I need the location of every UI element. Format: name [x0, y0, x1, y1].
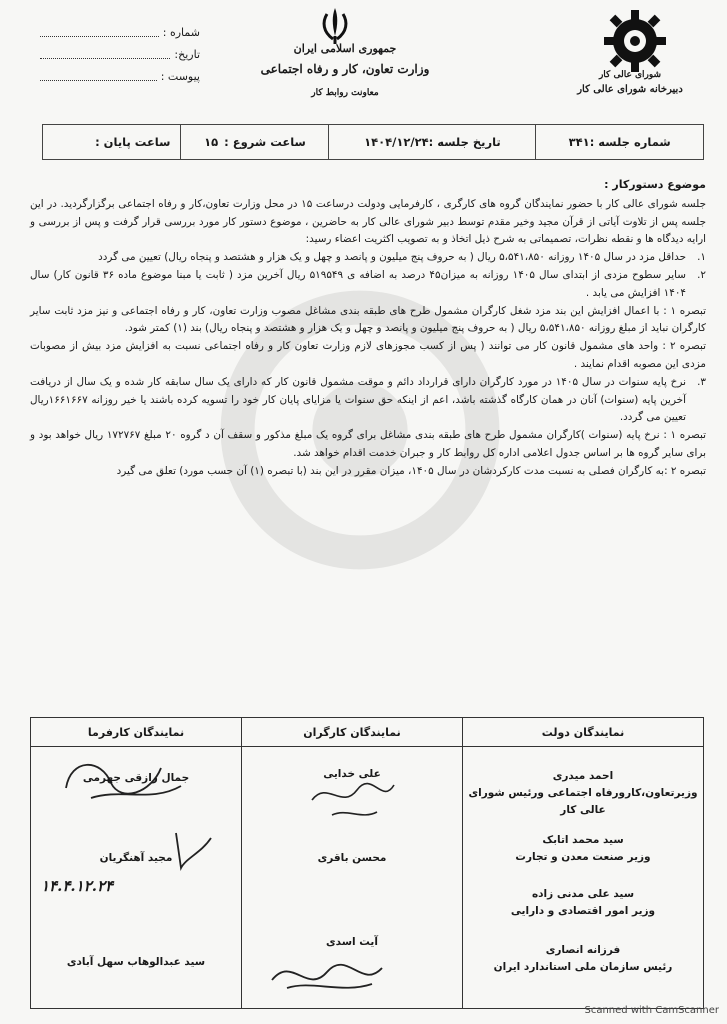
- document-meta: [40, 22, 200, 88]
- gov-signer-3-role: وزیر امور اقتصادی و دارایی: [510, 905, 656, 917]
- resolution-2-text: سایر سطوح مزدی از ابتدای سال ۱۴۰۵ روزانه به میزان۴۵ درصد به اضافه ی ۵۱۹۵۴۹ ریال آخرین مزد ( ثابت یا مبنا موضوع ماده ۳۶ قانون کار) سال ۱۴۰۴ افزایش می یابد .: [30, 268, 686, 299]
- handwritten-date: ۱۴.۴.۱۲.۲۴: [41, 877, 114, 895]
- gov-line-2: وزارت تعاون، کار و رفاه اجتماعی: [260, 62, 430, 76]
- council-gear-logo-icon: [600, 6, 670, 76]
- gov-line-1: جمهوری اسلامی ایران: [293, 42, 397, 55]
- meta-number-blank: [40, 22, 159, 37]
- gov-signer-1-name: احمد میدری: [552, 770, 614, 782]
- worker-3-signature: [262, 950, 392, 1000]
- gov-line-3: معاونت روابط کار: [311, 88, 379, 98]
- worker-signer-3: [242, 934, 462, 951]
- session-end-label: ساعت پایان :: [95, 135, 171, 149]
- session-date-text: تاریخ جلسه :۱۴۰۴/۱۲/۲۴: [364, 135, 501, 149]
- government-header: نمایندگان دولت: [463, 718, 703, 747]
- resolution-2-note-2: تبصره ۲ : واحد های مشمول قانون کار می توانند ( پس از کسب مجوزهای لازم وزارت تعاون کار و رفاه اجتماعی نسبت به افزایش مزد بیش از مصوبات مزدی این مصوبه اقدام نمایند .: [30, 340, 706, 370]
- meta-date-label: تاریخ:: [174, 48, 200, 61]
- session-number: [535, 125, 703, 159]
- session-number-text: شماره جلسه :۳۴۱: [568, 135, 671, 149]
- gov-signer-4: [463, 942, 703, 976]
- ministry-header: [225, 40, 465, 106]
- minutes-body: [30, 176, 706, 481]
- session-start-value: ۱۵: [204, 135, 219, 149]
- resolution-2: [30, 267, 706, 303]
- resolution-1: [30, 249, 706, 267]
- employer-signer-3-name: سید عبدالوهاب سهل آبادی: [66, 956, 206, 968]
- resolution-2-number: ۲.: [697, 268, 706, 281]
- meta-date-blank: [40, 44, 170, 59]
- resolution-3: [30, 374, 706, 427]
- employers-header: نمایندگان کارفرما: [31, 718, 241, 747]
- session-start: [180, 125, 328, 159]
- employer-2-signature: [161, 828, 221, 878]
- resolution-3-text: نرخ پایه سنوات در سال ۱۴۰۵ در مورد کارگران دارای قرارداد دائم و موقت مشمول قانون کار که دارای یک سال سابقه کار شده و یک سال از دریافت آخرین پایه (سنوات) آنان در همان کارگاه گذشته باشد، اعم از اینکه حق سنوات یا مزایای پایان کار خود را تسویه کرده باشند یا خیر روزانه ۱۶۶۱۶۶۷ریال تعیین می گردد.: [30, 375, 686, 424]
- employers-column: [31, 718, 241, 1008]
- session-start-label: ساعت شروع :: [224, 135, 306, 149]
- resolution-3-number: ۳.: [697, 375, 706, 388]
- meta-number-row: [40, 22, 200, 44]
- gov-signer-3-name: سید علی مدنی زاده: [531, 888, 635, 900]
- resolution-3-note-1: تبصره ۱ : نرخ پایه (سنوات )کارگران مشمول طرح های طبقه بندی مشاغل برای گروه یک مبلغ مذکور و سقف آن د گروه ۲۰ مبلغ ۱۷۲۷۶۷ ریال خواهد بود و برای سایر گروه ها بر اساس جدول اعلامی اداره کل روابط کار و جبران خدمت اقدام خواهد شد.: [30, 429, 706, 459]
- council-header: [560, 68, 700, 98]
- employer-signer-3: [31, 954, 241, 971]
- gov-signer-1-role: وزیرتعاون،کارورفاه اجتماعی ورئیس شورای عالی کار: [468, 787, 698, 816]
- meta-date-row: [40, 44, 200, 66]
- worker-signer-3-name: آیت اسدی: [326, 936, 378, 948]
- resolution-3-note-2: تبصره ۲ :به کارگران فصلی به نسبت مدت کارکردشان در سال ۱۴۰۵، میزان مقرر در این بند (با تبصره (۱) آن حسب مورد) تعلق می گیرد: [116, 464, 706, 477]
- meta-number-label: شماره :: [162, 26, 200, 39]
- gov-signer-2-role: وزیر صنعت معدن و تجارت: [515, 851, 651, 863]
- government-column: [462, 718, 703, 1008]
- council-line-2: دبیرخانه شورای عالی کار: [577, 84, 683, 95]
- employer-signer-1: [31, 770, 241, 787]
- resolution-1-number: ۱.: [697, 251, 706, 264]
- gov-signer-3: [463, 886, 703, 920]
- employer-signer-2-name: مجید آهنگریان: [99, 852, 173, 864]
- workers-header: نمایندگان کارگران: [242, 718, 462, 747]
- worker-signer-2: [242, 850, 462, 867]
- employer-signer-1-name: جمال رازقی جهرمی: [82, 772, 190, 784]
- council-line-1: شورای عالی کار: [598, 70, 662, 80]
- resolution-1-text: حداقل مزد در سال ۱۴۰۵ روزانه ۵،۵۴۱،۸۵۰ ریال ( به حروف پنج میلیون و پانصد و چهل و یک هزار و هشتصد و پنجاه ریال) تعیین می گردد: [98, 251, 686, 264]
- worker-signer-2-name: محسن باقری: [317, 852, 387, 864]
- session-end: [43, 125, 180, 159]
- gov-signer-1: [463, 768, 703, 819]
- intro-paragraph: جلسه شورای عالی کار با حضور نمایندگان گروه های کارگری ، کارفرمایی ودولت درساعت ۱۵ در محل وزارت تعاون،کار و رفاه اجتماعی برگزارگردید. در این جلسه پس از تلاوت آیاتی از قرآن مجید وخیر مقدم توسط دبیر شورای عالی کار به حاضرین ، موضوع دستور کار مورد بررسی قرار گرفت و پس از بررسی و ارایه دیدگاه ها و نقطه نظرات، تصمیماتی به شرح ذیل اتخاذ و به تصویب اکثریت اعضاء رسید:: [30, 197, 706, 246]
- resolution-2-note-1: تبصره ۱ : با اعمال افزایش این بند مزد شغل کارگران مشمول طرح های طبقه بندی مشاغل مصوب وزارت تعاون، کار و رفاه اجتماعی و نیز مزد ثابت سایر کارگران نباید از مبلغ روزانه ۵،۵۴۱،۸۵۰ ریال ( به حروف پنج میلیون و پانصد و چهل و یک هزار و هشتصد و پنجاه ریال) بند (۱) کمتر شود.: [30, 304, 706, 335]
- session-info-table: [42, 124, 704, 160]
- session-date: [328, 125, 535, 159]
- gov-signer-2: [463, 832, 703, 866]
- gov-signer-2-name: سید محمد اتابک: [542, 834, 624, 846]
- meta-attachment-blank: [40, 66, 157, 81]
- signature-table: [30, 717, 704, 1009]
- meta-attachment-row: [40, 66, 200, 88]
- gov-signer-4-role: رئیس سازمان ملی استاندارد ایران: [493, 961, 673, 973]
- worker-signer-1-name: علی خدایی: [323, 768, 381, 780]
- agenda-subject: موضوع دستورکار :: [604, 178, 706, 191]
- gov-signer-4-name: فرزانه انصاری: [545, 944, 621, 956]
- worker-1-signature: [302, 770, 402, 830]
- workers-column: [241, 718, 462, 1008]
- scanner-footer: Scanned with CamScanner: [584, 1005, 719, 1016]
- meta-attachment-label: پیوست :: [160, 70, 200, 83]
